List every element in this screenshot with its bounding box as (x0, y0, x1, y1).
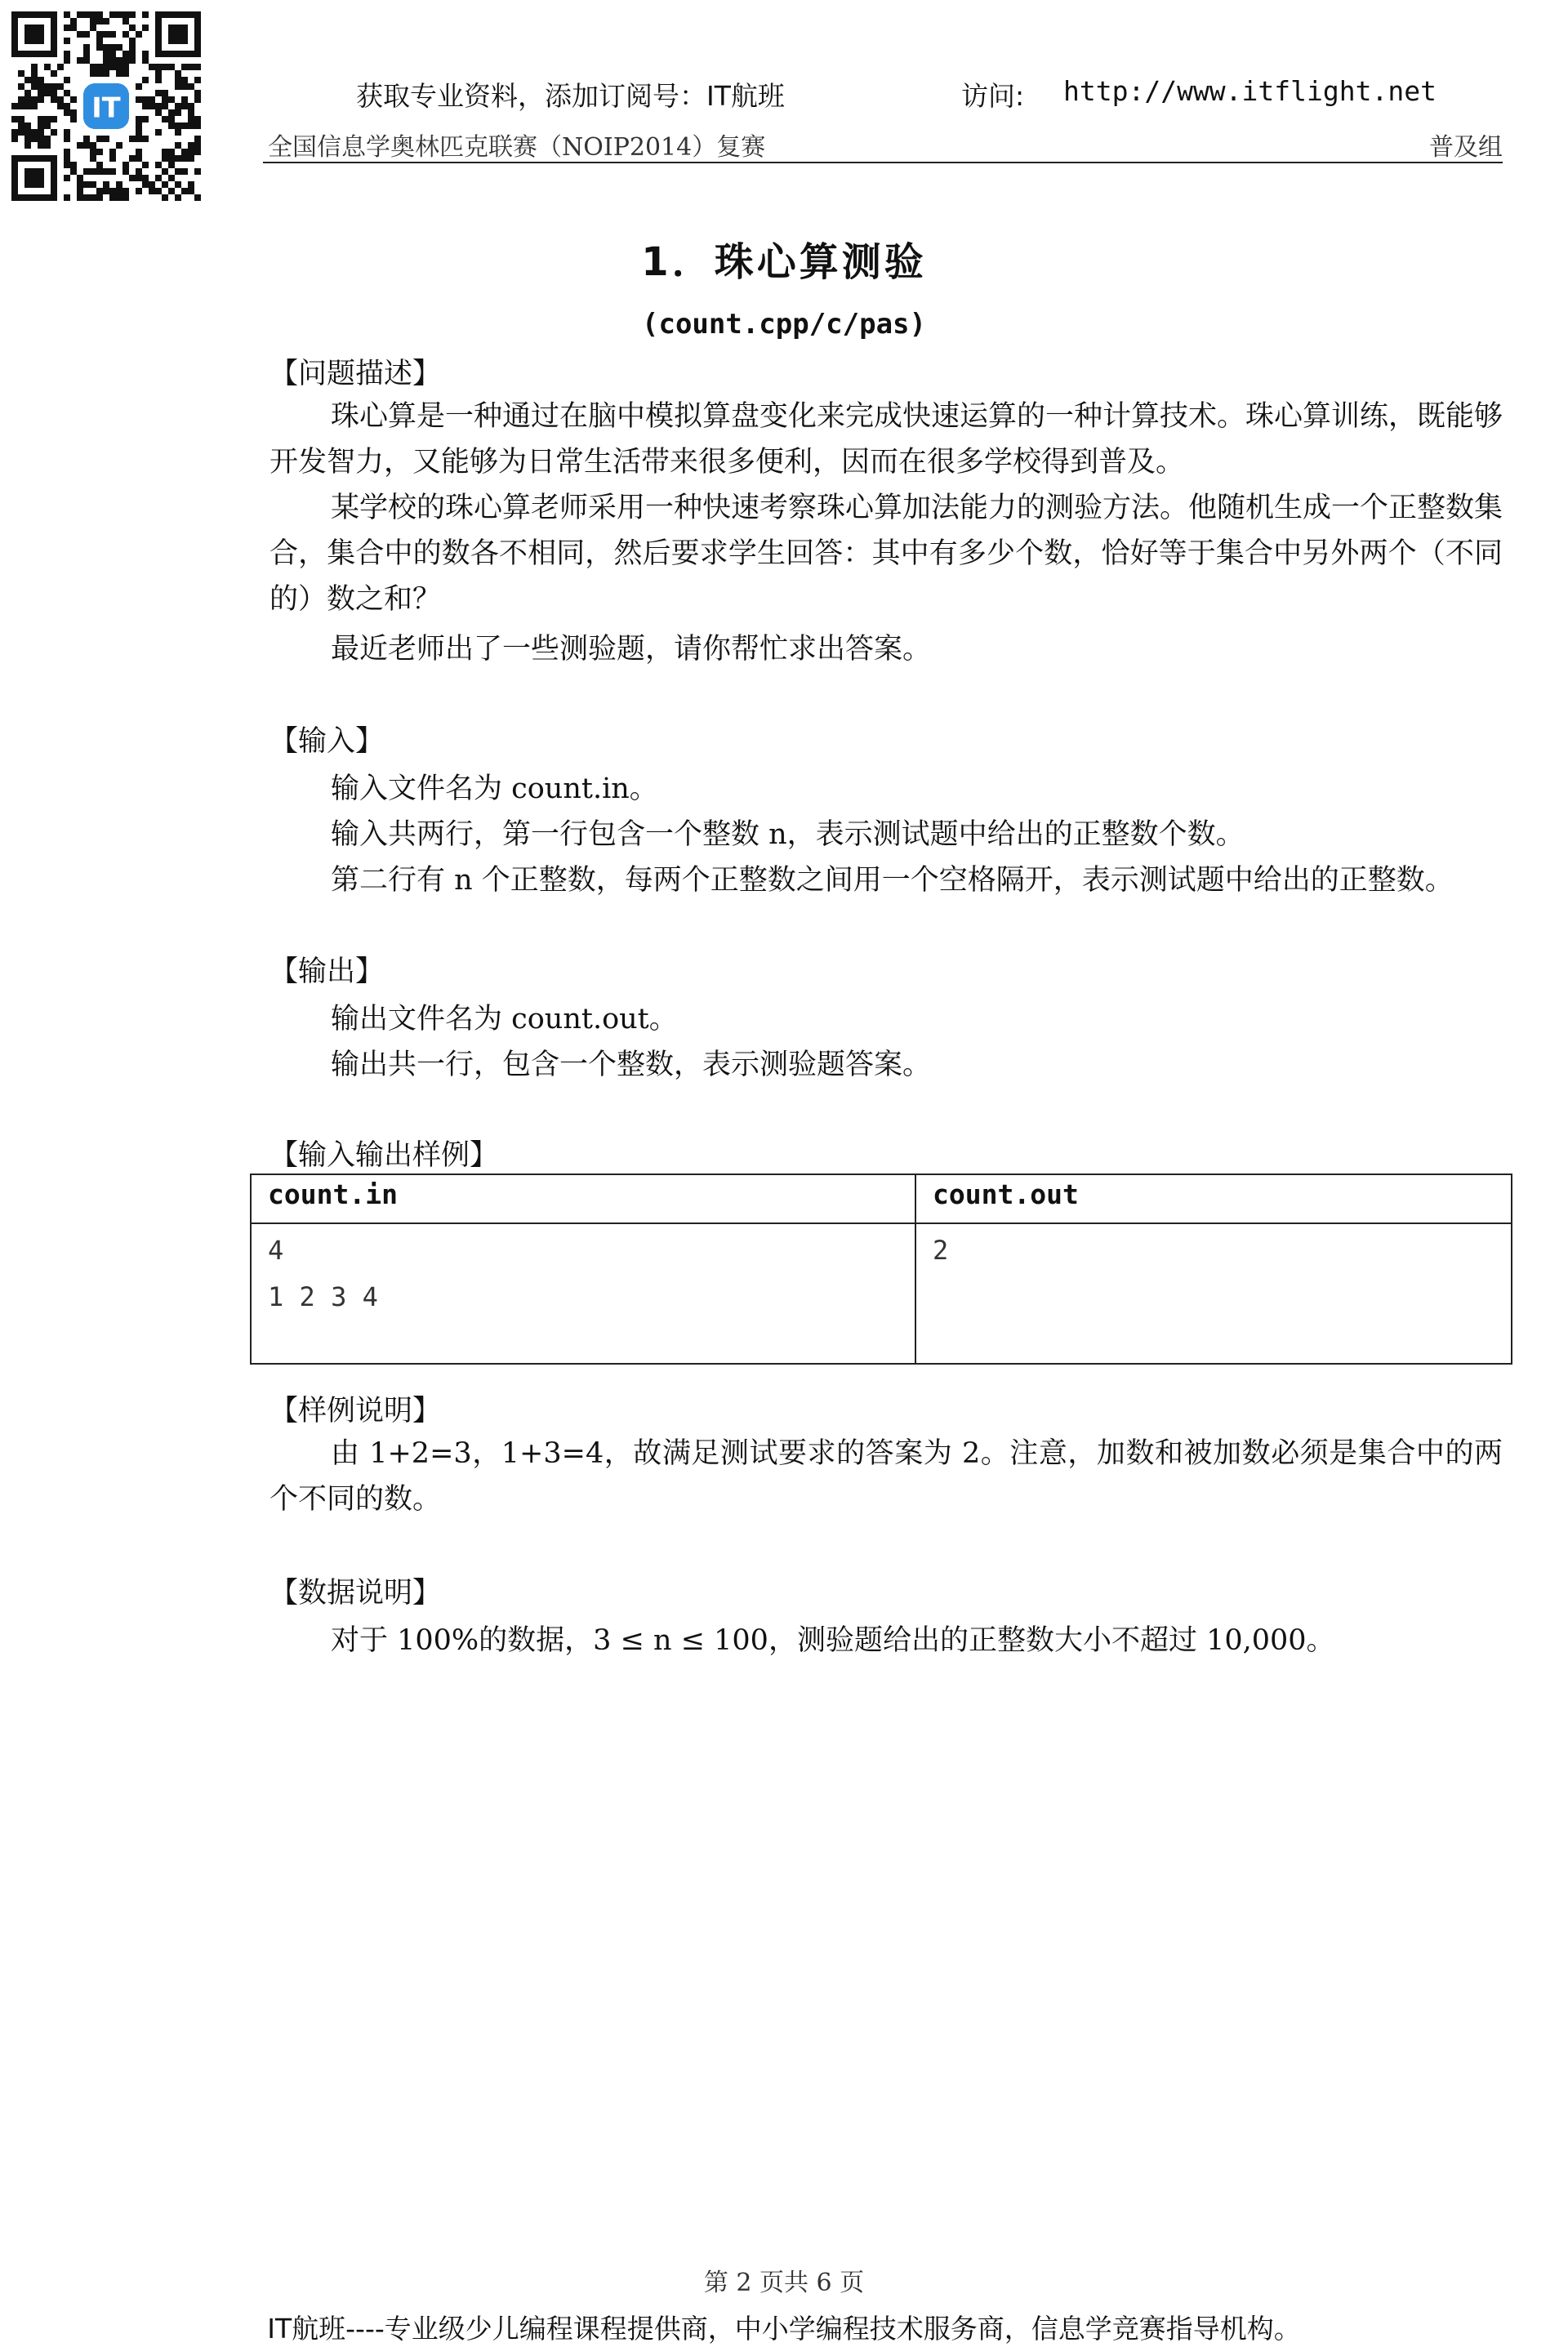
output-heading: 【输出】 (270, 955, 385, 988)
output-line-2: 输出共一行，包含一个整数，表示测验题答案。 (331, 1049, 932, 1081)
visit-label: 访问: (961, 80, 1025, 112)
sample-input-cell (251, 1223, 915, 1364)
data-note-heading: 【数据说明】 (270, 1577, 442, 1610)
qr-logo-text: IT (91, 91, 121, 124)
problem-title: 1．珠心算测验 (641, 239, 927, 285)
sample-table (250, 1174, 1512, 1365)
footer-text: IT航班----专业级少儿编程课程提供商，中小学编程技术服务商，信息学竞赛指导机构。 (267, 2313, 1301, 2345)
sample-input-line-1: 4 (268, 1235, 284, 1266)
explanation-paragraph: 由 1+2=3，1+3=4，故满足测试要求的答案为 2。注意，加数和被加数必须是集合中的两个不同的数。 (270, 1437, 1503, 1516)
description-paragraph-1: 珠心算是一种通过在脑中模拟算盘变化来完成快速运算的一种计算技术。珠心算训练，既能够开发智力，又能够为日常生活带来很多便利，因而在很多学校得到普及。 (270, 400, 1503, 479)
contest-header: 全国信息学奥林匹克联赛（NOIP2014）复赛 (268, 133, 766, 162)
input-line-1: 输入文件名为 count.in。 (331, 773, 658, 805)
sample-input-header: count.in (251, 1174, 915, 1223)
sample-output-cell (915, 1223, 1512, 1364)
promo-text: 获取专业资料，添加订阅号：IT航班 (356, 80, 785, 112)
input-heading: 【输入】 (270, 725, 385, 758)
sample-output-header: count.out (915, 1174, 1512, 1223)
description-paragraph-2: 某学校的珠心算老师采用一种快速考察珠心算加法能力的测验方法。他随机生成一个正整数集合，集合中的数各不相同，然后要求学生回答：其中有多少个数，恰好等于集合中另外两个（不同的）数之和？ (270, 492, 1503, 616)
input-line-2: 输入共两行，第一行包含一个整数 n，表示测试题中给出的正整数个数。 (331, 818, 1245, 851)
group-label: 普及组 (1429, 133, 1503, 162)
sample-output-line-1: 2 (933, 1235, 949, 1266)
sample-input-line-2: 1 2 3 4 (268, 1281, 378, 1312)
sample-heading: 【输入输出样例】 (270, 1139, 499, 1172)
data-note-line: 对于 100%的数据，3 ≤ n ≤ 100，测验题给出的正整数大小不超过 10,000。 (331, 1624, 1335, 1657)
promo-url-link[interactable]: http://www.itflight.net (1063, 75, 1437, 107)
description-heading: 【问题描述】 (270, 358, 442, 390)
input-line-3: 第二行有 n 个正整数，每两个正整数之间用一个空格隔开，表示测试题中给出的正整数。 (331, 864, 1454, 897)
explanation-heading: 【样例说明】 (270, 1395, 442, 1427)
qr-code-icon (11, 11, 201, 201)
description-paragraph-3: 最近老师出了一些测验题，请你帮忙求出答案。 (331, 633, 932, 666)
page-number: 第 2 页共 6 页 (703, 2269, 865, 2297)
output-line-1: 输出文件名为 count.out。 (331, 1003, 678, 1035)
problem-files: (count.cpp/c/pas) (642, 308, 926, 341)
header-divider (263, 162, 1503, 163)
